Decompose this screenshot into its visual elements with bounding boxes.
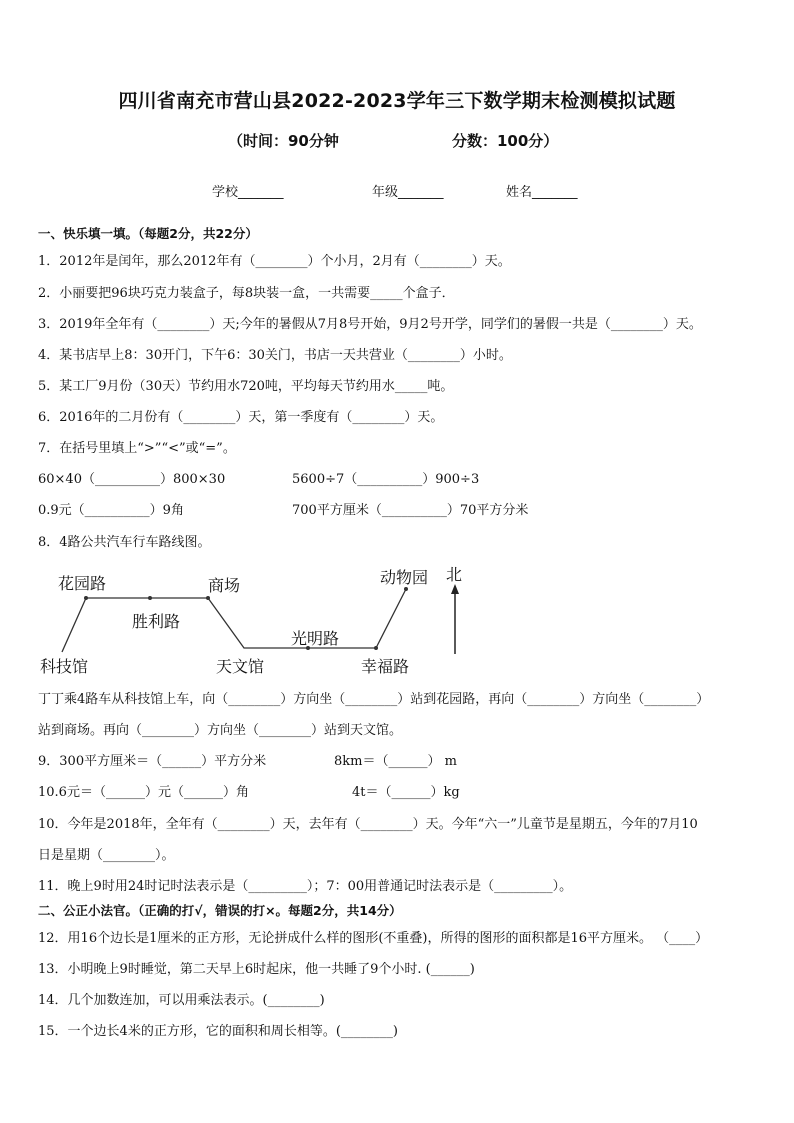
stop-guangming: 光明路 — [291, 629, 340, 648]
stop-xingfu: 幸福路 — [361, 657, 410, 676]
grade-field: 年级_______ — [372, 185, 444, 200]
stop-dot — [374, 646, 378, 650]
question-9d: 4t＝（______）kg — [352, 785, 460, 800]
question-3: 3．2019年全年有（________）天;今年的暑假从7月8号开始，9月2号开学，同学们的暑假一共是（________）天。 — [38, 317, 702, 332]
question-7c: 0.9元（__________）9角 — [38, 503, 184, 518]
question-11: 11．晚上9时用24时记时法表示是（_________）；7：00用普通记时法表示是（_________）。 — [38, 879, 573, 894]
school-field: 学校_______ — [212, 185, 284, 200]
page-title: 四川省南充市营山县2022-2023学年三下数学期末检测模拟试题 — [118, 90, 676, 112]
question-15: 15．一个边长4米的正方形，它的面积和周长相等。(________) — [38, 1024, 398, 1039]
question-14: 14．几个加数连加，可以用乘法表示。(________) — [38, 993, 325, 1008]
stop-dongwuyuan: 动物园 — [380, 568, 429, 587]
question-8-text: 丁丁乘4路车从科技馆上车，向（________）方向坐（________）站到花园路，再向（________）方向坐（________） — [38, 692, 710, 707]
question-10: 10．今年是2018年，全年有（________）天，去年有（________）天。今年“六一”儿童节是星期五，今年的7月10 — [38, 817, 698, 832]
section-heading: 二、公正小法官。（正确的打√，错误的打×。每题2分，共14分） — [38, 903, 402, 918]
name-field: 姓名_______ — [506, 185, 578, 200]
question-7a: 60×40（__________）800×30 — [38, 472, 226, 487]
question-8-text-cont: 站到商场。再向（________）方向坐（________）站到天文馆。 — [38, 723, 403, 738]
question-9b: 8km＝（______） m — [334, 754, 457, 769]
question-9a: 9．300平方厘米＝（______）平方分米 — [38, 754, 267, 769]
exam-time: （时间：90分钟 — [228, 132, 339, 150]
stop-huayuan: 花园路 — [58, 574, 107, 593]
question-7d: 700平方厘米（__________）70平方分米 — [292, 503, 529, 518]
question-7b: 5600÷7（__________）900÷3 — [292, 472, 480, 487]
north-label: 北 — [446, 565, 463, 584]
stop-keji: 科技馆 — [40, 657, 89, 676]
question-1: 1．2012年是闰年，那么2012年有（________）个小月，2月有（________）天。 — [38, 254, 511, 269]
section-heading: 一、快乐填一填。（每题2分，共22分） — [38, 226, 258, 241]
stop-dot — [148, 596, 152, 600]
exam-score: 分数：100分） — [452, 132, 559, 150]
stop-dot — [84, 596, 88, 600]
question-8: 8．4路公共汽车行车路线图。 — [38, 535, 211, 550]
question-7: 7．在括号里填上“>”“<”或“=”。 — [38, 441, 236, 456]
question-4: 4．某书店早上8：30开门，下午6：30关门，书店一天共营业（________）小时。 — [38, 348, 512, 363]
question-2: 2．小丽要把96块巧克力装盒子，每8块装一盒，一共需要_____个盒子． — [38, 286, 455, 301]
question-12: 12．用16个边长是1厘米的正方形，无论拼成什么样的图形(不重叠)，所得的图形的面积都是16平方厘米。 （____） — [38, 931, 709, 946]
stop-shangchang: 商场 — [208, 576, 241, 595]
question-6: 6．2016年的二月份有（________）天，第一季度有（________）天。 — [38, 410, 444, 425]
stop-shengli: 胜利路 — [132, 612, 181, 631]
route-line — [62, 589, 406, 652]
north-arrow-icon — [451, 584, 459, 594]
question-10-cont: 日是星期（________）。 — [38, 848, 175, 863]
stop-tianwen: 天文馆 — [216, 657, 265, 676]
question-13: 13．小明晚上9时睡觉，第二天早上6时起床，他一共睡了9个小时. (______) — [38, 962, 475, 977]
question-9c: 10.6元＝（______）元（______）角 — [38, 785, 249, 800]
stop-dot — [206, 596, 210, 600]
question-5: 5．某工厂9月份（30天）节约用水720吨，平均每天节约用水_____吨。 — [38, 379, 454, 394]
